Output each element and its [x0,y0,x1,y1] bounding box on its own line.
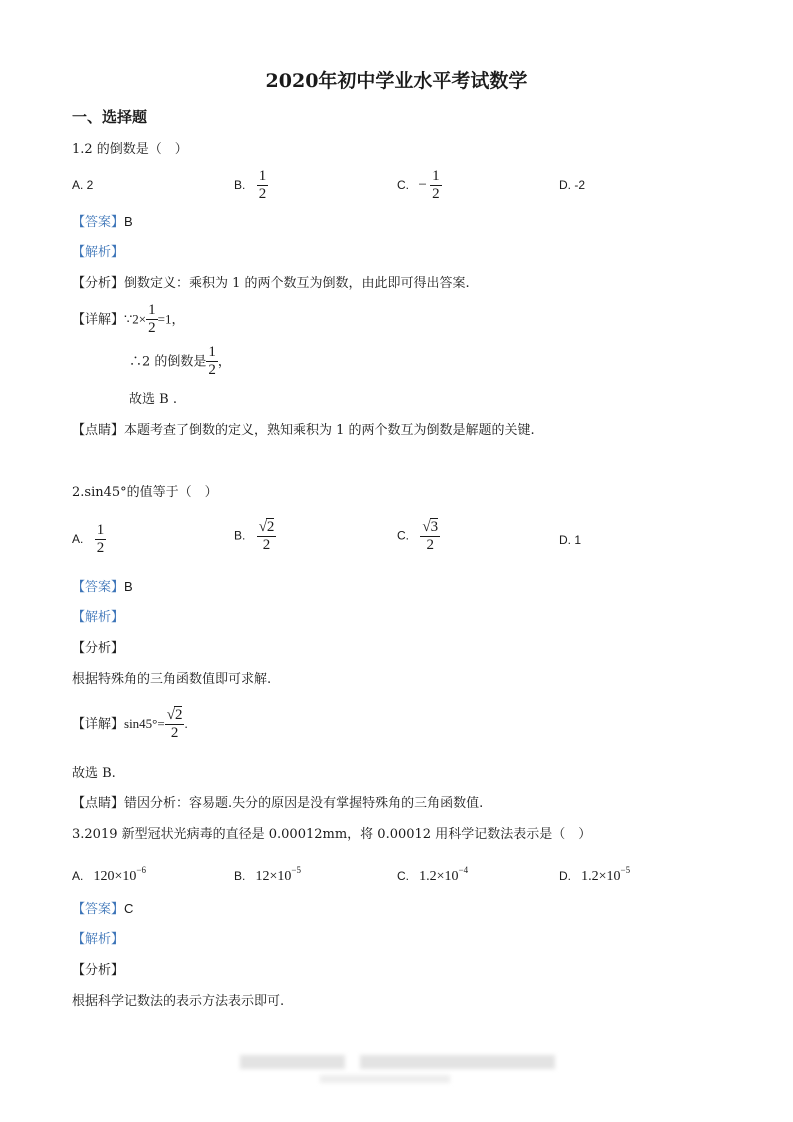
q1-option-b-fraction [257,168,269,204]
detail-math: ∵2× [124,311,147,327]
fenxi-label: 【分析】 [72,276,125,291]
answer-value: C [124,901,134,916]
q1-analysis-label: 【解析】 [72,245,125,260]
q1-option-c-fraction [430,168,442,204]
option-exponent: −4 [458,865,469,875]
fraction-numerator: 1 [148,302,156,318]
question-1-stem: 1.2 的倒数是（ ） [72,142,188,157]
q3-option-b [234,866,301,884]
q2-answer [72,580,133,594]
option-letter: A. [72,531,84,546]
q3-option-a [72,866,146,884]
answer-value: B [124,214,133,229]
detail-fraction [146,302,158,338]
question-2-stem: 2.sin45°的值等于（ ） [72,485,218,500]
sqrt-symbol: √ [166,707,175,723]
detail-text: ∴2 的倒数是 [129,354,207,370]
q2-conclusion: 故选 B. [72,766,116,781]
section-heading: 一、选择题 [72,108,148,126]
q2-option-b [234,518,276,555]
q2-option-c-fraction [420,518,440,555]
q2-fenxi-text: 根据特殊角的三角函数值即可求解. [72,672,272,687]
detail-math: . [184,715,188,731]
q2-detail [72,706,188,743]
q3-option-c [397,866,468,884]
option-exponent: −6 [136,865,146,875]
q2-option-a [72,522,106,558]
q1-option-c-letter: C. [397,177,409,192]
q1-option-c [397,168,442,204]
footer-watermark [320,1075,450,1083]
q3-answer [72,902,133,916]
option-base: 120×10 [93,869,137,884]
q2-analysis-label: 【解析】 [72,610,125,625]
option-letter: C. [397,869,409,883]
sqrt-symbol: √ [258,519,267,535]
q1-option-b-letter: B. [234,177,246,192]
q2-option-b-fraction [257,518,277,555]
fraction-denominator: 2 [432,186,440,203]
radicand: 2 [174,707,183,723]
q1-remark [72,424,535,437]
q1-option-a: A. 2 [72,178,94,192]
fraction-numerator: 1 [208,344,216,360]
option-base: 1.2×10 [581,869,621,884]
option-letter: D. [559,869,571,883]
detail-fraction [206,344,218,380]
fraction-numerator: 1 [96,522,105,538]
q1-answer [72,215,133,229]
detail-fraction [165,706,188,743]
q1-fenxi [72,277,470,290]
fraction-numerator [420,518,440,536]
option-letter: B. [234,528,246,543]
detail-math: =1， [157,311,185,327]
fraction-denominator: 2 [148,320,156,337]
option-base: 12×10 [255,869,292,884]
q1-detail-line-3: 故选 B . [129,392,177,407]
fenxi-text: 倒数定义：乘积为 1 的两个数互为倒数，由此即可得出答案. [124,276,470,291]
fraction-denominator: 2 [258,186,267,203]
fraction-denominator: 2 [96,540,105,557]
option-exponent: −5 [291,865,301,875]
q1-option-c-sign: − [418,176,427,193]
detail-label: 【详解】 [72,312,125,328]
remark-label: 【点睛】 [72,423,125,438]
q3-fenxi-label: 【分析】 [72,963,125,978]
fraction-numerator [257,518,277,536]
fraction-numerator: 1 [432,168,440,184]
q2-option-d: D. 1 [559,533,582,547]
answer-label: 【答案】 [72,580,125,595]
fraction-denominator: 2 [165,724,185,742]
footer-watermark [240,1055,345,1069]
answer-value: B [124,579,133,594]
answer-label: 【答案】 [72,215,125,230]
q1-option-d: D. -2 [559,178,586,192]
footer-watermark [360,1055,555,1069]
option-letter: C. [397,528,409,543]
radicand: 2 [266,519,275,535]
sqrt-symbol: √ [422,519,431,535]
q2-option-a-fraction [95,522,107,558]
q3-option-d [559,866,630,884]
remark-text: 本题考查了倒数的定义，熟知乘积为 1 的两个数互为倒数是解题的关键. [124,423,535,438]
option-base: 1.2×10 [419,869,459,884]
fraction-denominator: 2 [257,536,277,554]
fraction-denominator: 2 [208,362,216,379]
radicand: 3 [430,519,439,535]
question-3-stem: 3.2019 新型冠状光病毒的直径是 0.00012mm，将 0.00012 用科学记数法表示是（ ） [72,827,592,842]
page-title: 2020年初中学业水平考试数学 [265,70,528,92]
fraction-numerator: 1 [258,168,267,184]
detail-label: 【详解】 [72,716,125,732]
detail-math: sin45°= [124,715,165,731]
q3-analysis-label: 【解析】 [72,932,125,947]
remark-label: 【点睛】 [72,796,125,811]
q1-option-b [234,168,268,204]
q1-detail-line-1 [72,302,184,338]
remark-text: 错因分析：容易题.失分的原因是没有掌握特殊角的三角函数值. [124,796,484,811]
option-exponent: −5 [620,865,631,875]
fraction-denominator: 2 [420,536,440,554]
q3-fenxi-text: 根据科学记数法的表示方法表示即可. [72,994,285,1009]
q2-fenxi-label: 【分析】 [72,641,125,656]
option-letter: A. [72,869,84,883]
q1-detail-line-2 [129,344,231,380]
q2-option-c [397,518,440,555]
detail-text: ， [217,354,231,370]
answer-label: 【答案】 [72,902,125,917]
fraction-numerator [165,706,185,724]
option-letter: B. [234,869,246,883]
q2-remark [72,797,483,810]
